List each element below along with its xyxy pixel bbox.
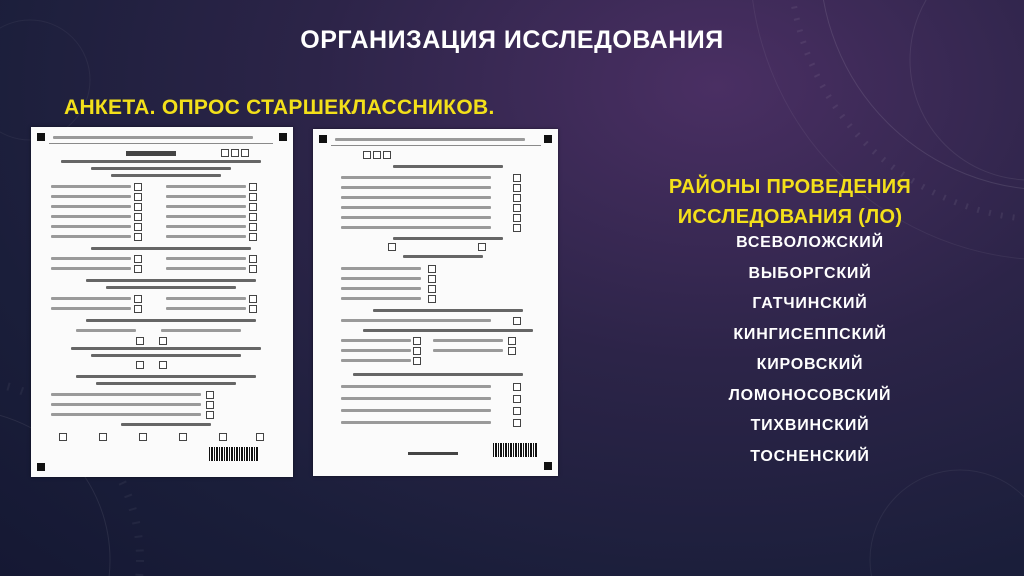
- slide-title: ОРГАНИЗАЦИЯ ИССЛЕДОВАНИЯ: [300, 26, 724, 54]
- questionnaire-page-1-image: [31, 127, 293, 477]
- district-item: ВСЕВОЛОЖСКИЙ: [736, 234, 884, 251]
- district-item: ТОСНЕНСКИЙ: [750, 447, 870, 465]
- district-item: ЛОМОНОСОВСКИЙ: [728, 386, 892, 404]
- slide-subtitle: АНКЕТА. ОПРОС СТАРШЕКЛАССНИКОВ.: [64, 96, 495, 119]
- district-item: КИРОВСКИЙ: [756, 356, 864, 373]
- district-item: КИНГИСЕППСКИЙ: [733, 325, 887, 343]
- district-item: ГАТЧИНСКИЙ: [752, 295, 868, 312]
- questionnaire-page-2-image: [313, 129, 558, 476]
- district-item: ТИХВИНСКИЙ: [750, 417, 870, 434]
- district-list: [610, 228, 1010, 472]
- regions-title: РАЙОНЫ ПРОВЕДЕНИЯ ИССЛЕДОВАНИЯ (ЛО): [668, 176, 912, 228]
- district-item: ВЫБОРГСКИЙ: [748, 264, 872, 282]
